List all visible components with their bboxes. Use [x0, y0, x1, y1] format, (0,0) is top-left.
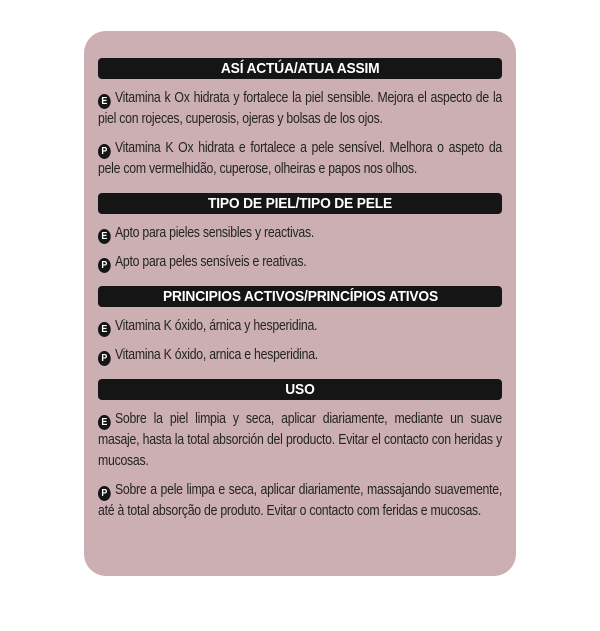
spanish-marker-icon: E: [98, 94, 111, 109]
paragraph-spanish: [98, 409, 502, 472]
paragraph-spanish: [98, 88, 502, 130]
section-usage: [98, 379, 502, 522]
paragraph-text-spanish: Sobre la piel limpia y seca, aplicar diariamente, mediante un suave masaje, hasta la total absorción del producto. Evitar el contacto con heridas y mucosas.: [98, 411, 503, 469]
paragraph-text-spanish: Vitamina k Ox hidrata y fortalece la piel sensible. Mejora el aspecto de la piel con rojeces, cuperosis, ojeras y bolsas de los ojos.: [98, 90, 503, 127]
paragraph-text-portuguese: Vitamina K Ox hidrata e fortalece a pele sensível. Melhora o aspeto da pele com vermelhidão, cuperose, olheiras e papos nos olhos.: [98, 140, 503, 177]
paragraph-portuguese: [98, 345, 502, 366]
section-how-it-works: [98, 58, 502, 180]
paragraph-text-spanish: Vitamina K óxido, árnica y hesperidina.: [114, 318, 318, 334]
section-header-bar: [98, 379, 502, 400]
paragraph-spanish: [98, 316, 502, 337]
section-active-ingredients: [98, 286, 502, 366]
section-title: USO: [285, 381, 315, 398]
paragraph-portuguese: [98, 138, 502, 180]
portuguese-marker-icon: P: [98, 144, 111, 159]
paragraph-text-spanish: Apto para pieles sensibles y reactivas.: [114, 225, 315, 241]
section-title: PRINCIPIOS ACTIVOS/PRINCÍPIOS ATIVOS: [162, 288, 438, 305]
paragraph-text-portuguese: Sobre a pele limpa e seca, aplicar diariamente, massajando suavemente, até à total absorção de produto. Evitar o contacto com feridas e mucosas.: [98, 482, 503, 519]
section-header-bar: [98, 58, 502, 79]
paragraph-spanish: [98, 223, 502, 244]
spanish-marker-icon: E: [98, 415, 111, 430]
portuguese-marker-icon: P: [98, 486, 111, 501]
product-info-label: [84, 31, 516, 576]
section-title: ASÍ ACTÚA/ATUA ASSIM: [220, 60, 380, 77]
spanish-marker-icon: E: [98, 229, 111, 244]
spanish-marker-icon: E: [98, 322, 111, 337]
paragraph-text-portuguese: Vitamina K óxido, arnica e hesperidina.: [114, 347, 318, 363]
portuguese-marker-icon: P: [98, 351, 111, 366]
paragraph-portuguese: [98, 252, 502, 273]
paragraph-portuguese: [98, 480, 502, 522]
portuguese-marker-icon: P: [98, 258, 111, 273]
section-header-bar: [98, 286, 502, 307]
paragraph-text-portuguese: Apto para peles sensíveis e reativas.: [114, 254, 307, 270]
section-title: TIPO DE PIEL/TIPO DE PELE: [207, 195, 393, 212]
section-skin-type: [98, 193, 502, 273]
section-header-bar: [98, 193, 502, 214]
